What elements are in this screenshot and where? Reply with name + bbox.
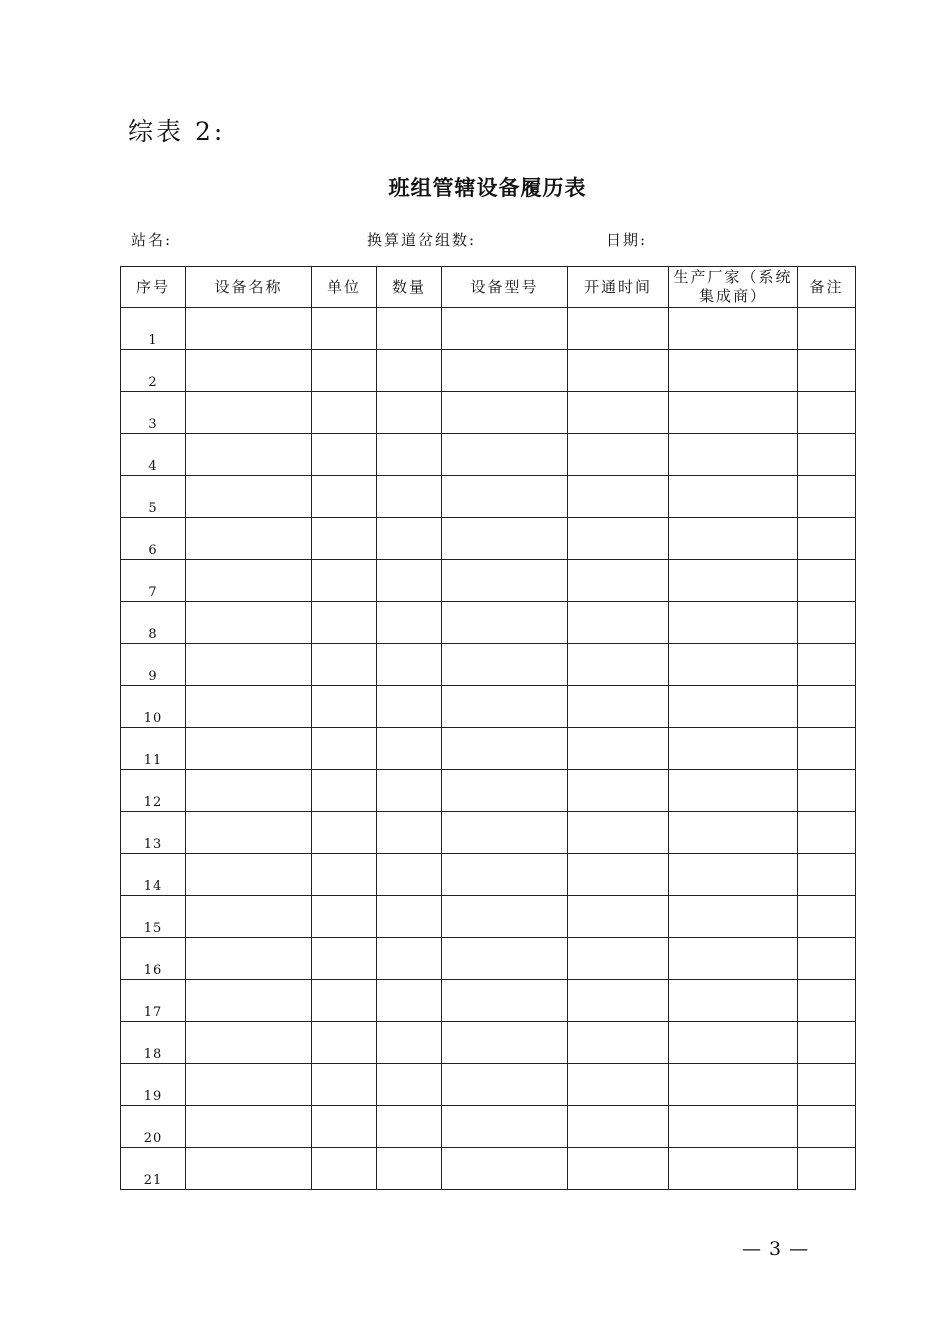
commission-date-cell[interactable] <box>568 686 669 728</box>
unit-cell[interactable] <box>312 644 377 686</box>
table-row <box>121 896 856 938</box>
table-row <box>121 560 856 602</box>
row-index-cell: 1 <box>121 308 186 350</box>
manufacturer-cell[interactable] <box>669 1148 798 1190</box>
unit-cell[interactable] <box>312 518 377 560</box>
page-title: 班组管辖设备履历表 <box>388 175 587 200</box>
row-index-cell: 5 <box>121 476 186 518</box>
remarks-cell[interactable] <box>798 392 856 434</box>
quantity-cell[interactable] <box>377 308 442 350</box>
manufacturer-cell[interactable] <box>669 812 798 854</box>
commission-date-cell[interactable] <box>568 938 669 980</box>
table-row <box>121 518 856 560</box>
row-index-cell: 12 <box>121 770 186 812</box>
commission-date-cell[interactable] <box>568 1022 669 1064</box>
remarks-cell[interactable] <box>798 602 856 644</box>
equipment-name-cell[interactable] <box>186 938 312 980</box>
manufacturer-cell[interactable] <box>669 980 798 1022</box>
commission-date-cell[interactable] <box>568 308 669 350</box>
model-cell[interactable] <box>442 308 568 350</box>
commission-date-cell[interactable] <box>568 476 669 518</box>
model-cell[interactable] <box>442 434 568 476</box>
manufacturer-cell[interactable] <box>669 434 798 476</box>
commission-date-cell[interactable] <box>568 854 669 896</box>
row-index-cell: 17 <box>121 980 186 1022</box>
row-index-cell: 14 <box>121 854 186 896</box>
manufacturer-cell[interactable] <box>669 896 798 938</box>
table-body <box>121 308 856 1190</box>
table-row <box>121 686 856 728</box>
remarks-cell[interactable] <box>798 560 856 602</box>
quantity-cell[interactable] <box>377 812 442 854</box>
remarks-cell[interactable] <box>798 728 856 770</box>
manufacturer-cell[interactable] <box>669 1022 798 1064</box>
quantity-cell[interactable] <box>377 938 442 980</box>
model-cell[interactable] <box>442 644 568 686</box>
equipment-name-cell[interactable] <box>186 392 312 434</box>
commission-date-cell[interactable] <box>568 560 669 602</box>
equipment-name-cell[interactable] <box>186 1106 312 1148</box>
commission-date-cell[interactable] <box>568 728 669 770</box>
row-index-cell: 4 <box>121 434 186 476</box>
unit-cell[interactable] <box>312 392 377 434</box>
model-cell[interactable] <box>442 350 568 392</box>
remarks-cell[interactable] <box>798 854 856 896</box>
column-header-manufacturer: 生产厂家（系统集成商） <box>669 267 798 308</box>
quantity-cell[interactable] <box>377 1022 442 1064</box>
unit-cell[interactable] <box>312 560 377 602</box>
model-cell[interactable] <box>442 1148 568 1190</box>
row-index-cell: 2 <box>121 350 186 392</box>
unit-cell[interactable] <box>312 1022 377 1064</box>
model-cell[interactable] <box>442 602 568 644</box>
remarks-cell[interactable] <box>798 938 856 980</box>
quantity-cell[interactable] <box>377 980 442 1022</box>
remarks-cell[interactable] <box>798 350 856 392</box>
quantity-cell[interactable] <box>377 518 442 560</box>
manufacturer-cell[interactable] <box>669 308 798 350</box>
manufacturer-cell[interactable] <box>669 560 798 602</box>
table-row <box>121 434 856 476</box>
table-row <box>121 392 856 434</box>
row-index-cell: 9 <box>121 644 186 686</box>
quantity-cell[interactable] <box>377 1064 442 1106</box>
manufacturer-cell[interactable] <box>669 476 798 518</box>
commission-date-cell[interactable] <box>568 392 669 434</box>
manufacturer-cell[interactable] <box>669 602 798 644</box>
table-row <box>121 770 856 812</box>
date-label: 日期: <box>606 231 648 249</box>
model-cell[interactable] <box>442 812 568 854</box>
row-index-cell: 21 <box>121 1148 186 1190</box>
unit-cell[interactable] <box>312 1064 377 1106</box>
remarks-cell[interactable] <box>798 1106 856 1148</box>
remarks-cell[interactable] <box>798 896 856 938</box>
quantity-cell[interactable] <box>377 644 442 686</box>
unit-cell[interactable] <box>312 770 377 812</box>
unit-cell[interactable] <box>312 1106 377 1148</box>
manufacturer-cell[interactable] <box>669 1064 798 1106</box>
model-cell[interactable] <box>442 560 568 602</box>
table-row <box>121 1106 856 1148</box>
form-heading: 综表 2: <box>128 117 226 146</box>
commission-date-cell[interactable] <box>568 1064 669 1106</box>
quantity-cell[interactable] <box>377 476 442 518</box>
manufacturer-cell[interactable] <box>669 770 798 812</box>
table-row <box>121 854 856 896</box>
row-index-cell: 19 <box>121 1064 186 1106</box>
remarks-cell[interactable] <box>798 308 856 350</box>
model-cell[interactable] <box>442 1106 568 1148</box>
remarks-cell[interactable] <box>798 770 856 812</box>
switch-groups-label: 换算道岔组数: <box>367 231 477 249</box>
column-header-commission-date: 开通时间 <box>568 267 669 308</box>
model-cell[interactable] <box>442 1022 568 1064</box>
remarks-cell[interactable] <box>798 1064 856 1106</box>
unit-cell[interactable] <box>312 854 377 896</box>
model-cell[interactable] <box>442 392 568 434</box>
remarks-cell[interactable] <box>798 476 856 518</box>
commission-date-cell[interactable] <box>568 518 669 560</box>
remarks-cell[interactable] <box>798 812 856 854</box>
equipment-name-cell[interactable] <box>186 350 312 392</box>
equipment-name-cell[interactable] <box>186 728 312 770</box>
quantity-cell[interactable] <box>377 728 442 770</box>
remarks-cell[interactable] <box>798 1148 856 1190</box>
column-header-index: 序号 <box>121 267 186 308</box>
equipment-name-cell[interactable] <box>186 854 312 896</box>
table-row <box>121 1064 856 1106</box>
quantity-cell[interactable] <box>377 1148 442 1190</box>
equipment-name-cell[interactable] <box>186 434 312 476</box>
manufacturer-cell[interactable] <box>669 518 798 560</box>
equipment-history-table <box>120 266 856 1190</box>
row-index-cell: 10 <box>121 686 186 728</box>
table-row <box>121 308 856 350</box>
column-header-remarks: 备注 <box>798 267 856 308</box>
equipment-name-cell[interactable] <box>186 308 312 350</box>
table-row <box>121 602 856 644</box>
unit-cell[interactable] <box>312 476 377 518</box>
equipment-name-cell[interactable] <box>186 980 312 1022</box>
equipment-name-cell[interactable] <box>186 1064 312 1106</box>
manufacturer-cell[interactable] <box>669 854 798 896</box>
equipment-name-cell[interactable] <box>186 644 312 686</box>
table-row <box>121 728 856 770</box>
model-cell[interactable] <box>442 1064 568 1106</box>
table-row <box>121 644 856 686</box>
unit-cell[interactable] <box>312 308 377 350</box>
equipment-name-cell[interactable] <box>186 812 312 854</box>
commission-date-cell[interactable] <box>568 980 669 1022</box>
row-index-cell: 18 <box>121 1022 186 1064</box>
equipment-name-cell[interactable] <box>186 602 312 644</box>
row-index-cell: 16 <box>121 938 186 980</box>
quantity-cell[interactable] <box>377 434 442 476</box>
table-row <box>121 1148 856 1190</box>
commission-date-cell[interactable] <box>568 770 669 812</box>
row-index-cell: 20 <box>121 1106 186 1148</box>
column-header-unit: 单位 <box>312 267 377 308</box>
column-header-quantity: 数量 <box>377 267 442 308</box>
remarks-cell[interactable] <box>798 980 856 1022</box>
unit-cell[interactable] <box>312 812 377 854</box>
unit-cell[interactable] <box>312 350 377 392</box>
equipment-name-cell[interactable] <box>186 770 312 812</box>
column-header-equipment-name: 设备名称 <box>186 267 312 308</box>
row-index-cell: 11 <box>121 728 186 770</box>
quantity-cell[interactable] <box>377 392 442 434</box>
row-index-cell: 6 <box>121 518 186 560</box>
page-number: — 3 — <box>742 1238 810 1260</box>
manufacturer-cell[interactable] <box>669 1106 798 1148</box>
commission-date-cell[interactable] <box>568 350 669 392</box>
row-index-cell: 15 <box>121 896 186 938</box>
quantity-cell[interactable] <box>377 560 442 602</box>
remarks-cell[interactable] <box>798 686 856 728</box>
commission-date-cell[interactable] <box>568 812 669 854</box>
model-cell[interactable] <box>442 854 568 896</box>
unit-cell[interactable] <box>312 896 377 938</box>
row-index-cell: 8 <box>121 602 186 644</box>
unit-cell[interactable] <box>312 686 377 728</box>
unit-cell[interactable] <box>312 938 377 980</box>
table-row <box>121 980 856 1022</box>
remarks-cell[interactable] <box>798 1022 856 1064</box>
model-cell[interactable] <box>442 728 568 770</box>
manufacturer-cell[interactable] <box>669 686 798 728</box>
manufacturer-cell[interactable] <box>669 644 798 686</box>
table-row <box>121 350 856 392</box>
model-cell[interactable] <box>442 938 568 980</box>
unit-cell[interactable] <box>312 980 377 1022</box>
equipment-name-cell[interactable] <box>186 518 312 560</box>
table-row <box>121 1022 856 1064</box>
table-row <box>121 812 856 854</box>
table-header-row <box>121 267 856 308</box>
manufacturer-cell[interactable] <box>669 392 798 434</box>
equipment-name-cell[interactable] <box>186 686 312 728</box>
model-cell[interactable] <box>442 770 568 812</box>
model-cell[interactable] <box>442 896 568 938</box>
commission-date-cell[interactable] <box>568 602 669 644</box>
commission-date-cell[interactable] <box>568 644 669 686</box>
quantity-cell[interactable] <box>377 896 442 938</box>
unit-cell[interactable] <box>312 434 377 476</box>
unit-cell[interactable] <box>312 728 377 770</box>
model-cell[interactable] <box>442 686 568 728</box>
equipment-name-cell[interactable] <box>186 1148 312 1190</box>
table-row <box>121 938 856 980</box>
remarks-cell[interactable] <box>798 518 856 560</box>
model-cell[interactable] <box>442 476 568 518</box>
model-cell[interactable] <box>442 980 568 1022</box>
model-cell[interactable] <box>442 518 568 560</box>
commission-date-cell[interactable] <box>568 1148 669 1190</box>
quantity-cell[interactable] <box>377 350 442 392</box>
unit-cell[interactable] <box>312 602 377 644</box>
quantity-cell[interactable] <box>377 1106 442 1148</box>
equipment-name-cell[interactable] <box>186 560 312 602</box>
row-index-cell: 7 <box>121 560 186 602</box>
remarks-cell[interactable] <box>798 434 856 476</box>
table-row <box>121 476 856 518</box>
quantity-cell[interactable] <box>377 854 442 896</box>
manufacturer-cell[interactable] <box>669 728 798 770</box>
quantity-cell[interactable] <box>377 770 442 812</box>
remarks-cell[interactable] <box>798 644 856 686</box>
equipment-name-cell[interactable] <box>186 1022 312 1064</box>
equipment-name-cell[interactable] <box>186 476 312 518</box>
manufacturer-cell[interactable] <box>669 938 798 980</box>
unit-cell[interactable] <box>312 1148 377 1190</box>
commission-date-cell[interactable] <box>568 896 669 938</box>
row-index-cell: 3 <box>121 392 186 434</box>
commission-date-cell[interactable] <box>568 1106 669 1148</box>
manufacturer-cell[interactable] <box>669 350 798 392</box>
quantity-cell[interactable] <box>377 602 442 644</box>
column-header-model: 设备型号 <box>442 267 568 308</box>
row-index-cell: 13 <box>121 812 186 854</box>
station-name-label: 站名: <box>131 231 173 249</box>
quantity-cell[interactable] <box>377 686 442 728</box>
equipment-name-cell[interactable] <box>186 896 312 938</box>
commission-date-cell[interactable] <box>568 434 669 476</box>
